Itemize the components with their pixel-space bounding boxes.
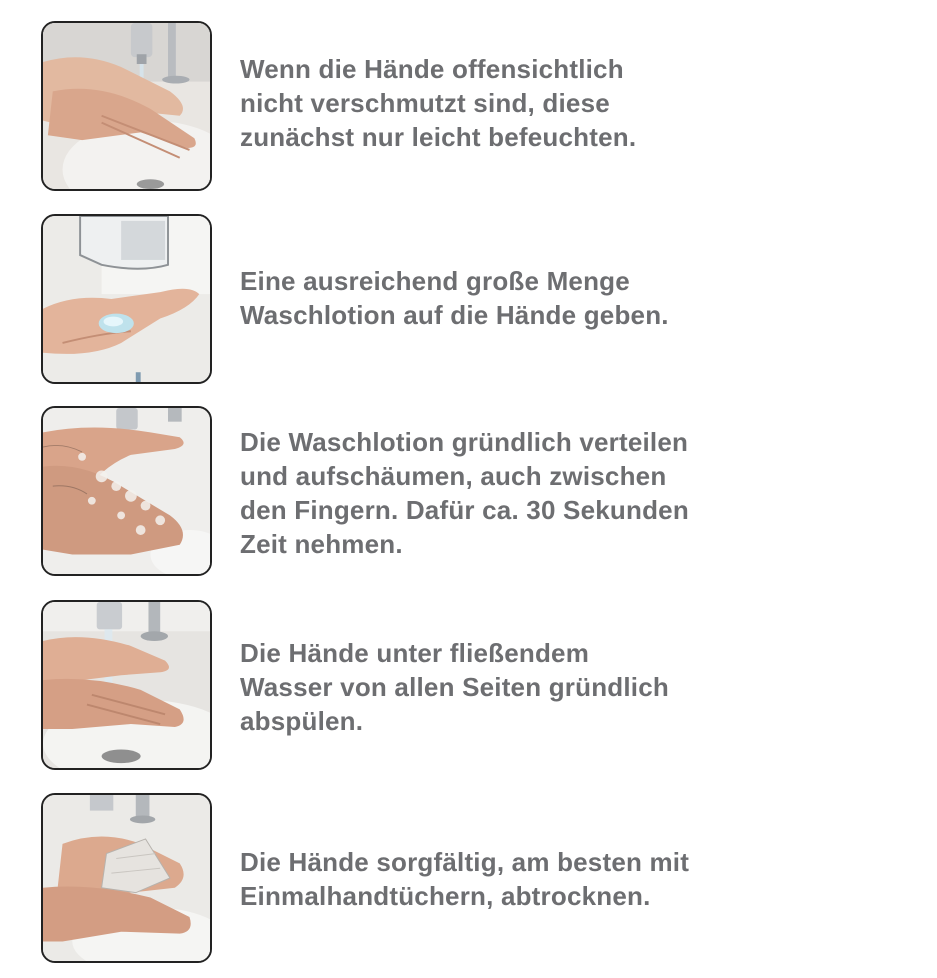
drying-hands-photo	[41, 793, 212, 963]
rinsing-hands-photo	[41, 600, 212, 770]
lathering-hands-photo	[41, 406, 212, 576]
step-1-text: Wenn die Hände offensichtlich nicht verschmutzt sind, diese zunächst nur leicht befeuchten.	[240, 54, 637, 152]
step-2-text: Eine ausreichend große Menge Waschlotion auf die Hände geben.	[240, 266, 669, 330]
step-5-text: Die Hände sorgfältig, am besten mit Einmalhandtüchern, abtrocknen.	[240, 847, 690, 911]
soap-dispenser-photo	[41, 214, 212, 384]
step-4-text: Die Hände unter fließendem Wasser von allen Seiten gründlich abspülen.	[240, 638, 669, 736]
step-3-text: Die Waschlotion gründlich verteilen und aufschäumen, auch zwischen den Fingern. Dafür ca. 30 Sekunden Zeit nehmen.	[240, 427, 689, 559]
wetting-hands-photo	[41, 21, 212, 191]
